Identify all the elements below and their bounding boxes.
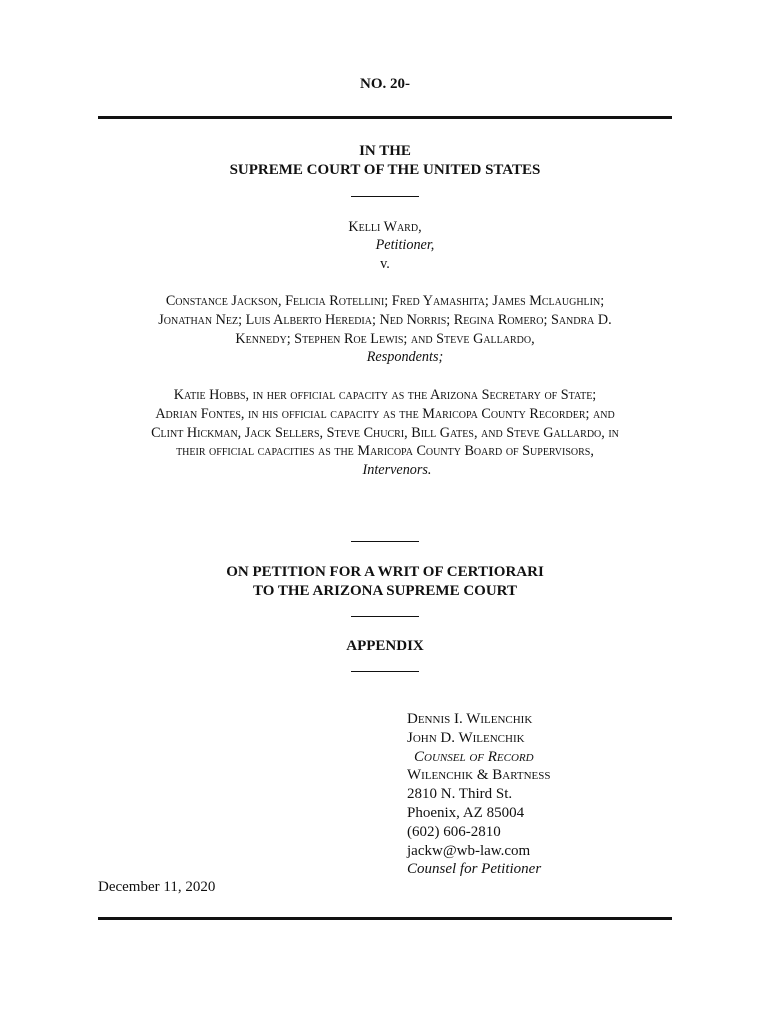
filing-date: December 11, 2020 [98, 879, 216, 895]
court-heading-line2: SUPREME COURT OF THE UNITED STATES [229, 162, 541, 178]
email-address: jackw@wb-law.com [407, 842, 531, 859]
section-divider [351, 671, 419, 672]
counsel-of-record: Counsel of Record [414, 748, 534, 765]
counsel-block [407, 710, 551, 879]
intervenors-line: Clint Hickman, Jack Sellers, Steve Chucri, Bill Gates, and Steve Gallardo, in [151, 425, 619, 441]
petition-title-line1: ON PETITION FOR A WRIT OF CERTIORARI [226, 564, 544, 580]
respondents-line: Kennedy; Stephen Roe Lewis; and Steve Gallardo, [235, 331, 535, 347]
court-heading-line1: IN THE [359, 143, 411, 159]
section-divider [351, 196, 419, 197]
respondents-line: Constance Jackson, Felicia Rotellini; Fred Yamashita; James Mclaughlin; [165, 293, 605, 309]
intervenors-role: Intervenors. [362, 462, 432, 478]
petition-title-line2: TO THE ARIZONA SUPREME COURT [253, 583, 517, 599]
counsel-role: Counsel for Petitioner [407, 861, 542, 878]
petitioner-name: Kelli Ward, [348, 219, 422, 235]
petitioner-role: Petitioner, [375, 237, 435, 253]
top-rule [98, 116, 672, 119]
counsel-name: John D. Wilenchik [407, 729, 525, 746]
street-address: 2810 N. Third St. [407, 786, 513, 803]
intervenors-line: Katie Hobbs, in her official capacity as the Arizona Secretary of State; [173, 387, 597, 403]
versus: v. [380, 256, 390, 272]
respondents-role: Respondents; [366, 349, 444, 365]
docket-number: NO. 20- [360, 76, 410, 92]
intervenors-line: Adrian Fontes, in his official capacity as the Maricopa County Recorder; and [155, 406, 615, 422]
respondents-line: Jonathan Nez; Luis Alberto Heredia; Ned Norris; Regina Romero; Sandra D. [158, 312, 612, 328]
intervenors-line: their official capacities as the Maricopa County Board of Supervisors, [176, 443, 594, 459]
section-divider [351, 616, 419, 617]
law-firm: Wilenchik & Bartness [407, 767, 551, 784]
bottom-rule [98, 917, 672, 920]
city-address: Phoenix, AZ 85004 [407, 804, 525, 821]
counsel-name: Dennis I. Wilenchik [407, 711, 533, 727]
section-divider [351, 541, 419, 542]
appendix-heading: APPENDIX [346, 638, 424, 654]
phone-number: (602) 606-2810 [407, 823, 501, 840]
